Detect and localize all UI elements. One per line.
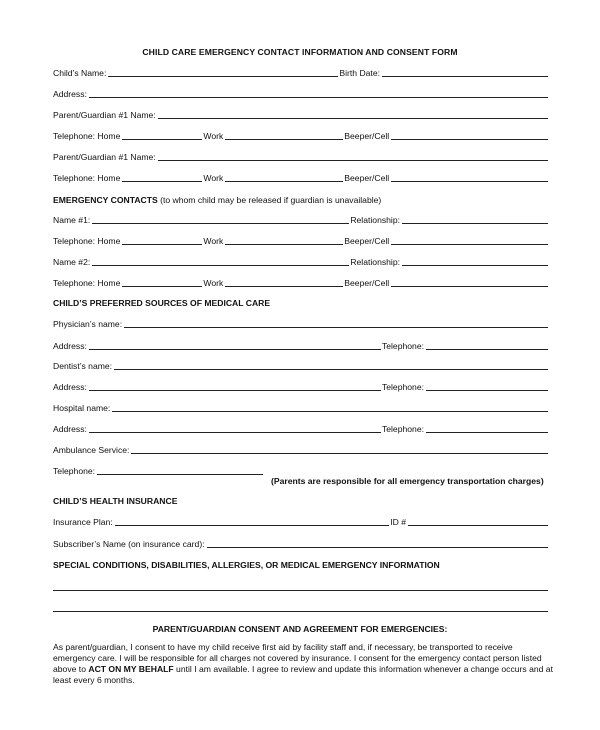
hospital-telephone-field[interactable] — [426, 424, 548, 433]
parent1-name-label: Parent/Guardian #1 Name: — [53, 110, 156, 120]
ambulance-telephone-field[interactable] — [97, 466, 263, 475]
hospital-name-label: Hospital name: — [53, 403, 111, 413]
form-title: CHILD CARE EMERGENCY CONTACT INFORMATION AND CONSENT FORM — [142, 47, 458, 57]
beeper-cell-label-2: Beeper/Cell — [344, 173, 390, 183]
row-name2 — [53, 256, 549, 268]
row-physician-address — [53, 340, 549, 352]
id-number-label: ID # — [390, 517, 406, 527]
subscribers-name-field[interactable] — [207, 539, 548, 548]
beeper-cell-label-3: Beeper/Cell — [344, 236, 390, 246]
consent-text-1: As parent/guardian, I consent to have my child receive first aid by facility staff and, if necessary, be transported to receive emergency care. I will be responsible for all charges not covered by insurance. I consent for the emergency contact person listed above to — [53, 642, 542, 674]
special-conditions-line-1[interactable] — [53, 590, 548, 591]
work-label-3: Work — [203, 236, 224, 246]
work-label-4: Work — [203, 278, 224, 288]
row-address — [53, 88, 549, 100]
beeper-cell-label: Beeper/Cell — [344, 131, 390, 141]
childs-name-field[interactable] — [108, 68, 338, 77]
relationship-label-2: Relationship: — [350, 257, 400, 267]
telephone-home-field[interactable] — [122, 131, 202, 140]
transport-note: (Parents are responsible for all emergency transportation charges) — [271, 476, 544, 486]
row-insurance-plan — [53, 516, 549, 528]
beeper-cell-field-2[interactable] — [391, 173, 548, 182]
physician-address-field[interactable] — [89, 341, 381, 350]
name2-field[interactable] — [92, 257, 349, 266]
beeper-cell-field-4[interactable] — [391, 278, 548, 287]
beeper-cell-field[interactable] — [391, 131, 548, 140]
telephone-home-label-4: Telephone: Home — [53, 278, 121, 288]
row-ambulance — [53, 444, 549, 456]
subscribers-name-label: Subscriber’s Name (on insurance card): — [53, 539, 205, 549]
work-phone-field-2[interactable] — [225, 173, 343, 182]
address-label: Address: — [53, 89, 87, 99]
name2-label: Name #2: — [53, 257, 91, 267]
parent1-name-field[interactable] — [158, 110, 548, 119]
work-phone-field-4[interactable] — [225, 278, 343, 287]
row-dentist — [53, 360, 549, 372]
physicians-name-label: Physician’s name: — [53, 319, 123, 329]
work-label-2: Work — [203, 173, 224, 183]
emergency-contacts-heading: EMERGENCY CONTACTS (to whom child may be released if guardian is unavailable) — [53, 195, 382, 205]
ambulance-service-label: Ambulance Service: — [53, 445, 130, 455]
telephone-home-label: Telephone: Home — [53, 131, 121, 141]
dentists-name-field[interactable] — [114, 361, 548, 370]
beeper-cell-label-4: Beeper/Cell — [344, 278, 390, 288]
dentist-address-field[interactable] — [89, 382, 381, 391]
telephone-home-field-2[interactable] — [122, 173, 202, 182]
beeper-cell-field-3[interactable] — [391, 236, 548, 245]
dentist-telephone-field[interactable] — [426, 382, 548, 391]
work-label: Work — [203, 131, 224, 141]
telephone-home-field-3[interactable] — [122, 236, 202, 245]
row-parent2-phones — [53, 172, 549, 184]
row-parent1-name-a — [53, 109, 549, 121]
birth-date-field[interactable] — [382, 68, 548, 77]
consent-text-2: until I am available. I agree to review and update this information whenever a change occurs and at least every 6 months. — [53, 664, 553, 685]
dentist-address-label: Address: — [53, 382, 87, 392]
parent1-name-field-2[interactable] — [158, 152, 548, 161]
name1-field[interactable] — [92, 215, 349, 224]
hospital-name-field[interactable] — [112, 403, 548, 412]
physician-address-label: Address: — [53, 341, 87, 351]
emergency-contacts-note: (to whom child may be released if guardian is unavailable) — [160, 195, 382, 205]
physicians-name-field[interactable] — [124, 319, 548, 328]
dentist-telephone-label: Telephone: — [381, 382, 424, 392]
ambulance-telephone-label: Telephone: — [53, 466, 96, 476]
row-child-name — [53, 67, 549, 79]
relationship-label: Relationship: — [350, 215, 400, 225]
hospital-address-label: Address: — [53, 424, 87, 434]
row-dentist-address — [53, 381, 549, 393]
hospital-address-field[interactable] — [89, 424, 381, 433]
relationship-field-2[interactable] — [402, 257, 548, 266]
consent-paragraph — [53, 642, 553, 686]
row-name1-phones — [53, 235, 549, 247]
row-subscriber — [53, 538, 549, 550]
parent1-name-label-2: Parent/Guardian #1 Name: — [53, 152, 156, 162]
childs-name-label: Child’s Name: — [53, 68, 107, 78]
row-hospital — [53, 402, 549, 414]
row-name1 — [53, 214, 549, 226]
telephone-home-label-3: Telephone: Home — [53, 236, 121, 246]
relationship-field[interactable] — [402, 215, 548, 224]
hospital-telephone-label: Telephone: — [381, 424, 424, 434]
row-parent1-phones — [53, 130, 549, 142]
consent-heading: PARENT/GUARDIAN CONSENT AND AGREEMENT FOR EMERGENCIES: — [152, 624, 448, 634]
id-number-field[interactable] — [408, 517, 548, 526]
special-conditions-heading: SPECIAL CONDITIONS, DISABILITIES, ALLERGIES, OR MEDICAL EMERGENCY INFORMATION — [53, 560, 440, 570]
telephone-home-field-4[interactable] — [122, 278, 202, 287]
work-phone-field[interactable] — [225, 131, 343, 140]
ambulance-service-field[interactable] — [131, 445, 548, 454]
address-field[interactable] — [89, 89, 548, 98]
birth-date-label: Birth Date: — [339, 68, 380, 78]
insurance-plan-label: Insurance Plan: — [53, 517, 113, 527]
special-conditions-line-2[interactable] — [53, 611, 548, 612]
consent-text-bold: ACT ON MY BEHALF — [88, 664, 174, 674]
row-name2-phones — [53, 277, 549, 289]
medical-care-heading: CHILD’S PREFERRED SOURCES OF MEDICAL CARE — [53, 298, 271, 308]
telephone-home-label-2: Telephone: Home — [53, 173, 121, 183]
insurance-plan-field[interactable] — [115, 517, 390, 526]
work-phone-field-3[interactable] — [225, 236, 343, 245]
physician-telephone-field[interactable] — [426, 341, 548, 350]
row-physician — [53, 318, 549, 330]
health-insurance-heading: CHILD’S HEALTH INSURANCE — [53, 496, 178, 506]
dentists-name-label: Dentist’s name: — [53, 361, 113, 371]
row-parent1-name-b — [53, 151, 549, 163]
row-hospital-address — [53, 423, 549, 435]
name1-label: Name #1: — [53, 215, 91, 225]
physician-telephone-label: Telephone: — [381, 341, 424, 351]
